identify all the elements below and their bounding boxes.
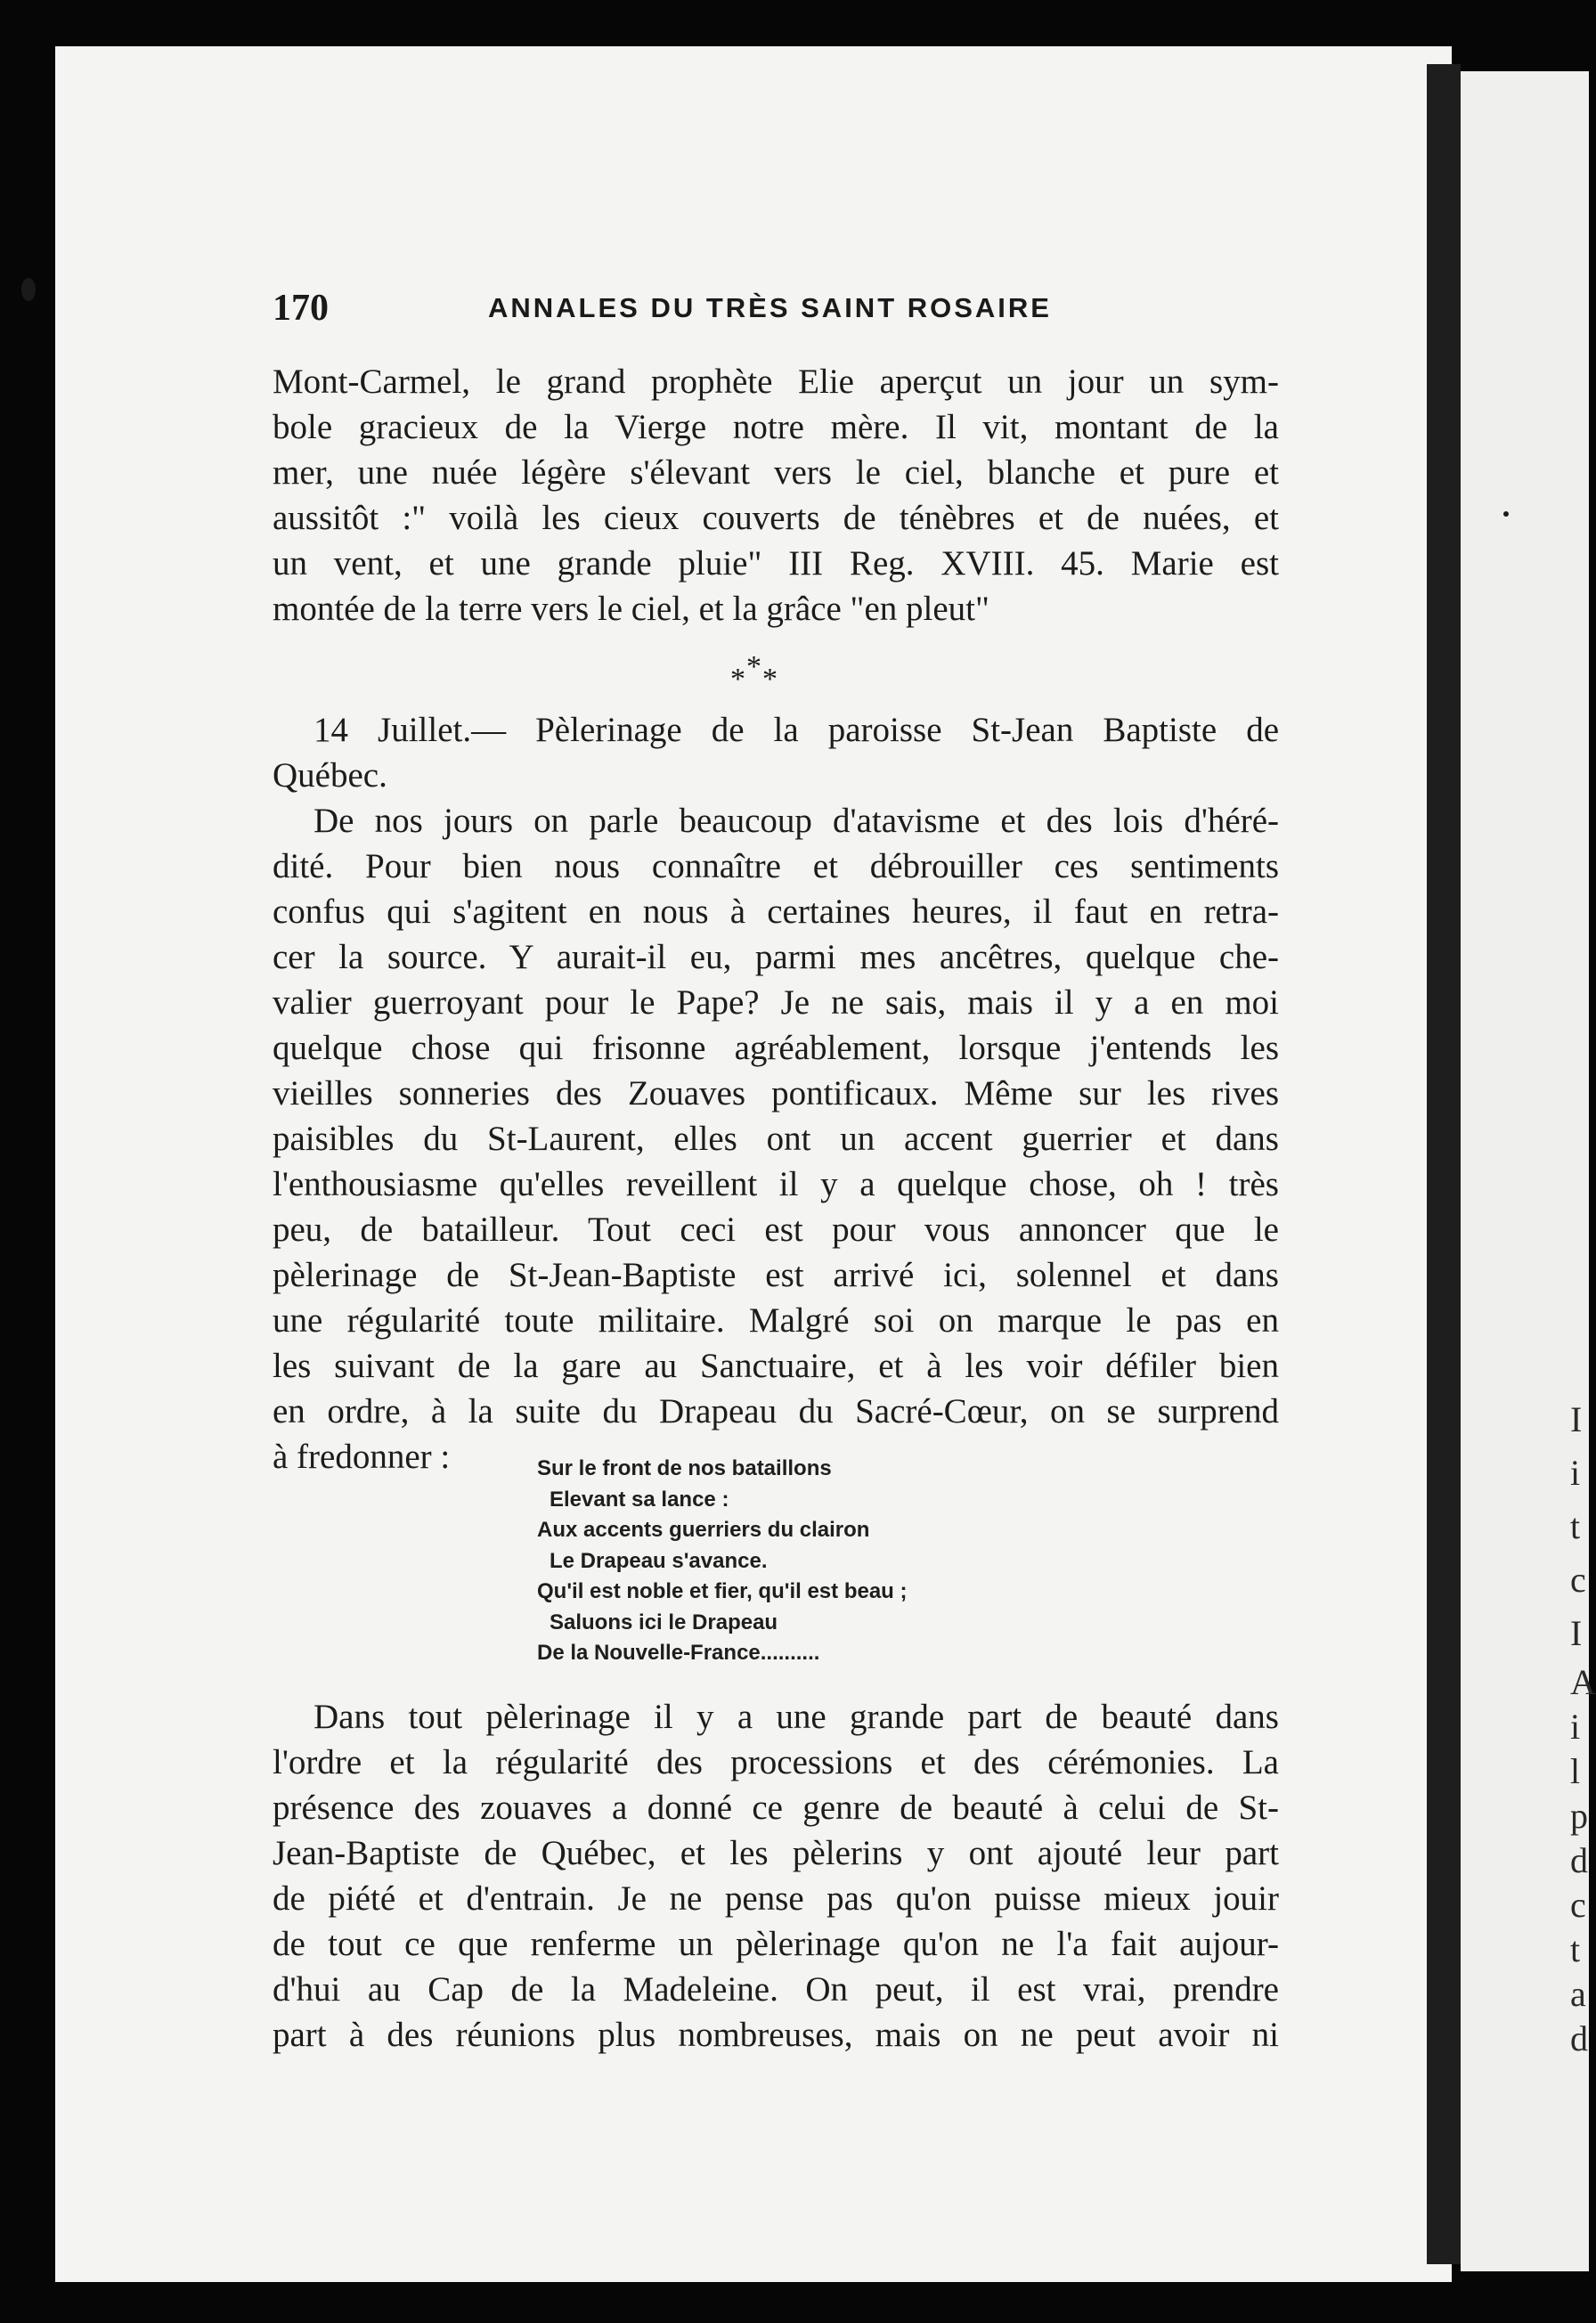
text-line: mer, une nuée légère s'élevant vers le ciel, blanche et pure et bbox=[273, 453, 1279, 492]
next-page-char: I bbox=[1570, 1399, 1583, 1439]
text-line: à fredonner : bbox=[273, 1438, 451, 1476]
next-page-char: A bbox=[1570, 1662, 1596, 1702]
text-line: vieilles sonneries des Zouaves pontificaux. Même sur les rives bbox=[273, 1074, 1279, 1113]
next-page-char: t bbox=[1570, 1506, 1581, 1546]
next-page-char: i bbox=[1570, 1453, 1581, 1493]
text-line: confus qui s'agitent en nous à certaines heures, il faut en retra- bbox=[273, 893, 1279, 931]
text-line: pèlerinage de St-Jean-Baptiste est arrivé ici, solennel et dans bbox=[273, 1256, 1279, 1294]
text-line: 14 Juillet.— Pèlerinage de la paroisse St-Jean Baptiste de bbox=[314, 711, 1279, 749]
text-line: les suivant de la gare au Sanctuaire, et à les voir défiler bien bbox=[273, 1347, 1279, 1385]
text-line: l'enthousiasme qu'elles reveillent il y a quelque chose, oh ! très bbox=[273, 1165, 1279, 1203]
paragraph bbox=[273, 1694, 1279, 2058]
text-line: montée de la terre vers le ciel, et la grâce "en pleut" bbox=[273, 590, 989, 628]
next-page-char: d bbox=[1570, 1840, 1588, 1880]
paragraph bbox=[273, 707, 1279, 798]
verse-line: Qu'il est noble et fier, qu'il est beau ; bbox=[537, 1579, 908, 1603]
next-page-char: t bbox=[1570, 1929, 1581, 1969]
text-line: présence des zouaves a donné ce genre de beauté à celui de St- bbox=[273, 1789, 1279, 1827]
next-page-char: c bbox=[1570, 1560, 1586, 1600]
text-line: un vent, et une grande pluie" III Reg. XVIII. 45. Marie est bbox=[273, 544, 1279, 583]
paragraph bbox=[273, 359, 1279, 632]
scan-speck bbox=[1503, 511, 1509, 517]
scan-speck bbox=[21, 278, 36, 301]
text-line: l'ordre et la régularité des processions et des cérémonies. La bbox=[273, 1743, 1279, 1781]
text-line: en ordre, à la suite du Drapeau du Sacré-Cœur, on se surprend bbox=[273, 1392, 1279, 1430]
next-page-char: c bbox=[1570, 1885, 1586, 1925]
verse-line: Sur le front de nos bataillons bbox=[537, 1456, 832, 1480]
page-number: 170 bbox=[273, 288, 329, 329]
verse-line: Elevant sa lance : bbox=[550, 1487, 729, 1512]
next-page-char: a bbox=[1570, 1974, 1586, 2014]
text-line: aussitôt :" voilà les cieux couverts de ténèbres et de nuées, et bbox=[273, 499, 1279, 537]
verse-line: De la Nouvelle-France.......... bbox=[537, 1641, 820, 1665]
next-page-char: I bbox=[1570, 1613, 1583, 1653]
text-line: Dans tout pèlerinage il y a une grande part de beauté dans bbox=[314, 1698, 1279, 1736]
text-line: paisibles du St-Laurent, elles ont un accent guerrier et dans bbox=[273, 1120, 1279, 1158]
paragraph bbox=[273, 798, 1279, 1479]
text-line: de tout ce que renferme un pèlerinage qu'on ne l'a fait aujour- bbox=[273, 1925, 1279, 1963]
verse-line: Saluons ici le Drapeau bbox=[550, 1610, 778, 1634]
text-line: Mont-Carmel, le grand prophète Elie aperçut un jour un sym- bbox=[273, 363, 1279, 401]
text-line: part à des réunions plus nombreuses, mais on ne peut avoir ni bbox=[273, 2016, 1279, 2054]
next-page-char: p bbox=[1570, 1796, 1588, 1836]
page-gutter bbox=[1427, 64, 1461, 2264]
next-page-char: i bbox=[1570, 1707, 1581, 1747]
text-line: De nos jours on parle beaucoup d'atavisme et des lois d'héré- bbox=[314, 802, 1279, 840]
text-line: de piété et d'entrain. Je ne pense pas qu'on puisse mieux jouir bbox=[273, 1879, 1279, 1918]
next-page-char: l bbox=[1570, 1751, 1581, 1791]
running-header bbox=[273, 287, 1279, 337]
text-line: quelque chose qui frisonne agréablement, lorsque j'entends les bbox=[273, 1029, 1279, 1067]
verse-line: Aux accents guerriers du clairon bbox=[537, 1518, 870, 1542]
song-verse bbox=[537, 1454, 1071, 1669]
verse-line: Le Drapeau s'avance. bbox=[550, 1548, 768, 1573]
next-page-char: d bbox=[1570, 2018, 1588, 2058]
text-line: valier guerroyant pour le Pape? Je ne sais, mais il y a en moi bbox=[273, 983, 1279, 1022]
text-line: Jean-Baptiste de Québec, et les pèlerins y ont ajouté leur part bbox=[273, 1834, 1279, 1872]
text-line: peu, de batailleur. Tout ceci est pour vous annoncer que le bbox=[273, 1210, 1279, 1249]
running-title: ANNALES DU TRÈS SAINT ROSAIRE bbox=[488, 292, 1052, 323]
text-line: dité. Pour bien nous connaître et débrouiller ces sentiments bbox=[273, 847, 1279, 885]
text-line: d'hui au Cap de la Madeleine. On peut, il est vrai, prendre bbox=[273, 1970, 1279, 2009]
asterism: * * * bbox=[730, 650, 778, 696]
text-line: cer la source. Y aurait-il eu, parmi mes ancêtres, quelque che- bbox=[273, 938, 1279, 976]
text-line: Québec. bbox=[273, 756, 387, 795]
text-line: une régularité toute militaire. Malgré soi on marque le pas en bbox=[273, 1301, 1279, 1340]
text-line: bole gracieux de la Vierge notre mère. Il vit, montant de la bbox=[273, 408, 1279, 446]
